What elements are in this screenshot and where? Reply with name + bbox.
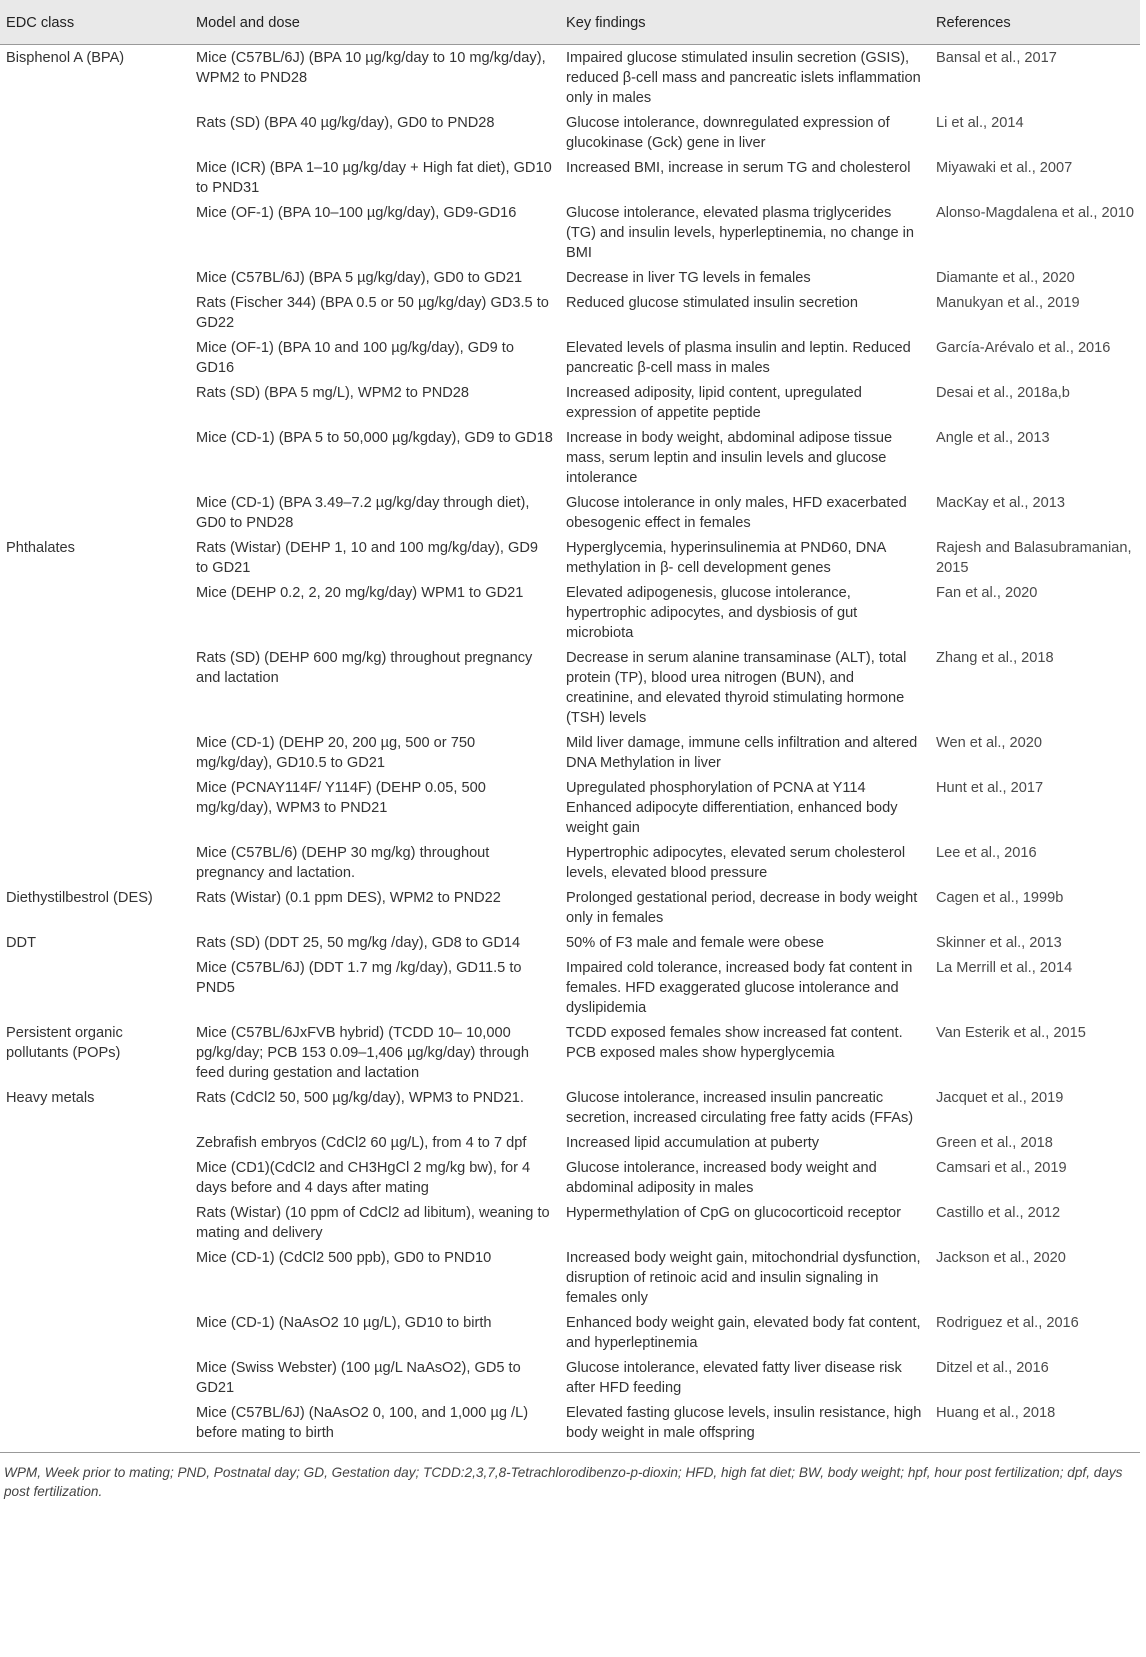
key-findings-cell: Increased body weight gain, mitochondrial dysfunction, disruption of retinoic acid and insulin signaling in females only (566, 1250, 921, 1306)
edc-class-cell (0, 580, 190, 645)
table-row (0, 200, 1140, 265)
model-dose-cell: Rats (SD) (DEHP 600 mg/kg) throughout pregnancy and lactation (196, 650, 533, 686)
table-row (0, 1020, 1140, 1085)
table-row (0, 885, 1140, 930)
table-row (0, 155, 1140, 200)
key-findings-cell: Upregulated phosphorylation of PCNA at Y114 Enhanced adipocyte differentiation, enhanced body weight gain (566, 780, 898, 836)
key-findings-cell: Hypertrophic adipocytes, elevated serum cholesterol levels, elevated blood pressure (566, 845, 906, 881)
reference-cell: Alonso-Magdalena et al., 2010 (936, 205, 1134, 221)
table-row (0, 730, 1140, 775)
table-row (0, 1245, 1140, 1310)
table-row (0, 425, 1140, 490)
reference-cell: Wen et al., 2020 (936, 735, 1043, 751)
edc-class-cell (0, 1200, 190, 1245)
key-findings-cell: Increased adiposity, lipid content, upregulated expression of appetite peptide (566, 385, 862, 421)
key-findings-cell: Glucose intolerance, downregulated expression of glucokinase (Gck) gene in liver (566, 115, 890, 151)
key-findings-cell: Glucose intolerance, increased body weight and abdominal adiposity in males (566, 1160, 877, 1196)
table-footnote: WPM, Week prior to mating; PND, Postnatal day; GD, Gestation day; TCDD:2,3,7,8-Tetrachlorodibenzo-p-dioxin; HFD, high fat diet; BW, body weight; hpf, hour post fertilization; dpf, days post fertilization. (4, 1465, 1123, 1499)
edc-class-cell (0, 200, 190, 265)
table-row (0, 955, 1140, 1020)
reference-cell: Green et al., 2018 (936, 1135, 1053, 1151)
model-dose-cell: Mice (OF-1) (BPA 10 and 100 µg/kg/day), GD9 to GD16 (196, 340, 514, 376)
table-row (0, 1130, 1140, 1155)
reference-cell: Fan et al., 2020 (936, 585, 1038, 601)
model-dose-cell: Mice (C57BL/6J) (NaAsO2 0, 100, and 1,000 µg /L) before mating to birth (190, 1400, 560, 1453)
key-findings-cell: Decrease in liver TG levels in females (566, 270, 811, 286)
table-row (0, 645, 1140, 730)
table-row (0, 580, 1140, 645)
edc-class-cell (0, 1310, 190, 1355)
model-dose-cell: Mice (OF-1) (BPA 10–100 µg/kg/day), GD9-GD16 (196, 205, 517, 221)
edc-class-cell: DDT (6, 935, 36, 951)
reference-cell: Hunt et al., 2017 (936, 780, 1044, 796)
reference-cell: MacKay et al., 2013 (936, 495, 1065, 511)
reference-cell: Lee et al., 2016 (936, 845, 1037, 861)
reference-cell: La Merrill et al., 2014 (936, 960, 1073, 976)
model-dose-cell: Rats (Wistar) (10 ppm of CdCl2 ad libitum), weaning to mating and delivery (196, 1205, 550, 1241)
key-findings-cell: Impaired glucose stimulated insulin secretion (GSIS), reduced β-cell mass and pancreatic islets inflammation only in males (566, 50, 921, 106)
table-row (0, 110, 1140, 155)
table-row (0, 1085, 1140, 1130)
key-findings-cell: Hypermethylation of CpG on glucocorticoid receptor (566, 1205, 902, 1221)
reference-cell: Angle et al., 2013 (936, 430, 1050, 446)
model-dose-cell: Mice (C57BL/6J) (BPA 5 µg/kg/day), GD0 to GD21 (196, 270, 523, 286)
table-row (0, 1400, 1140, 1453)
table-row (0, 535, 1140, 580)
key-findings-cell: 50% of F3 male and female were obese (566, 935, 824, 951)
table-row (0, 930, 1140, 955)
key-findings-cell: Reduced glucose stimulated insulin secretion (566, 295, 859, 311)
edc-class-cell (0, 645, 190, 730)
reference-cell: Zhang et al., 2018 (936, 650, 1054, 666)
header-row (0, 0, 1140, 45)
model-dose-cell: Mice (DEHP 0.2, 2, 20 mg/kg/day) WPM1 to GD21 (196, 585, 524, 601)
edc-class-cell (0, 1130, 190, 1155)
model-dose-cell: Mice (CD-1) (BPA 5 to 50,000 µg/kgday), GD9 to GD18 (196, 430, 553, 446)
table-row (0, 775, 1140, 840)
model-dose-cell: Rats (Wistar) (0.1 ppm DES), WPM2 to PND22 (196, 890, 501, 906)
edc-class-cell (0, 775, 190, 840)
edc-class-cell (0, 840, 190, 885)
table-row (0, 1310, 1140, 1355)
key-findings-cell: Mild liver damage, immune cells infiltration and altered DNA Methylation in liver (566, 735, 918, 771)
table-row (0, 265, 1140, 290)
header-model-dose: Model and dose (190, 0, 560, 45)
key-findings-cell: TCDD exposed females show increased fat content. PCB exposed males show hyperglycemia (566, 1025, 903, 1061)
model-dose-cell: Mice (Swiss Webster) (100 µg/L NaAsO2), GD5 to GD21 (196, 1360, 521, 1396)
key-findings-cell: Glucose intolerance, elevated fatty liver disease risk after HFD feeding (566, 1360, 902, 1396)
edc-class-cell: Bisphenol A (BPA) (6, 50, 125, 66)
edc-class-cell (0, 425, 190, 490)
key-findings-cell: Prolonged gestational period, decrease in body weight only in females (566, 890, 918, 926)
table-body (0, 45, 1140, 1453)
model-dose-cell: Rats (Wistar) (DEHP 1, 10 and 100 mg/kg/day), GD9 to GD21 (196, 540, 538, 576)
model-dose-cell: Rats (SD) (DDT 25, 50 mg/kg /day), GD8 to GD14 (196, 935, 521, 951)
reference-cell: Skinner et al., 2013 (936, 935, 1062, 951)
key-findings-cell: Glucose intolerance, increased insulin pancreatic secretion, increased circulating free fatty acids (FFAs) (566, 1090, 914, 1126)
edc-class-cell: Heavy metals (6, 1090, 95, 1106)
edc-class-cell (0, 290, 190, 335)
model-dose-cell: Mice (C57BL/6JxFVB hybrid) (TCDD 10– 10,000 pg/kg/day; PCB 153 0.09–1,406 µg/kg/day) through feed during gestation and lactation (196, 1025, 529, 1081)
table-row (0, 490, 1140, 535)
table-row (0, 1355, 1140, 1400)
reference-cell: Jackson et al., 2020 (936, 1250, 1066, 1266)
reference-cell: Van Esterik et al., 2015 (936, 1025, 1086, 1041)
key-findings-cell: Glucose intolerance in only males, HFD exacerbated obesogenic effect in females (566, 495, 907, 531)
edc-class-cell (0, 155, 190, 200)
table-row (0, 1200, 1140, 1245)
table-row (0, 380, 1140, 425)
key-findings-cell: Elevated levels of plasma insulin and leptin. Reduced pancreatic β-cell mass in males (566, 340, 911, 376)
table-row (0, 45, 1140, 111)
header-key-findings: Key findings (560, 0, 930, 45)
edc-class-cell (0, 730, 190, 775)
model-dose-cell: Rats (Fischer 344) (BPA 0.5 or 50 µg/kg/day) GD3.5 to GD22 (196, 295, 549, 331)
edc-class-cell (0, 1245, 190, 1310)
model-dose-cell: Mice (ICR) (BPA 1–10 µg/kg/day + High fat diet), GD10 to PND31 (196, 160, 552, 196)
model-dose-cell: Mice (CD-1) (BPA 3.49–7.2 µg/kg/day through diet), GD0 to PND28 (196, 495, 530, 531)
edc-class-cell (0, 335, 190, 380)
reference-cell: Camsari et al., 2019 (936, 1160, 1067, 1176)
model-dose-cell: Mice (CD-1) (NaAsO2 10 µg/L), GD10 to birth (196, 1315, 492, 1331)
reference-cell: Huang et al., 2018 (930, 1400, 1140, 1453)
table-row (0, 1155, 1140, 1200)
header-edc-class: EDC class (0, 0, 190, 45)
edc-class-cell (0, 380, 190, 425)
edc-class-cell (0, 490, 190, 535)
edc-class-cell (0, 1155, 190, 1200)
model-dose-cell: Mice (C57BL/6) (DEHP 30 mg/kg) throughout pregnancy and lactation. (196, 845, 490, 881)
reference-cell: Jacquet et al., 2019 (936, 1090, 1064, 1106)
model-dose-cell: Mice (CD1)(CdCl2 and CH3HgCl 2 mg/kg bw), for 4 days before and 4 days after mating (196, 1160, 531, 1196)
table-header (0, 0, 1140, 45)
reference-cell: Cagen et al., 1999b (936, 890, 1064, 906)
key-findings-cell: Impaired cold tolerance, increased body fat content in females. HFD exaggerated glucose intolerance and dyslipidemia (566, 960, 913, 1016)
reference-cell: Rodriguez et al., 2016 (936, 1315, 1079, 1331)
key-findings-cell: Increase in body weight, abdominal adipose tissue mass, serum leptin and insulin levels and glucose intolerance (566, 430, 893, 486)
table-row (0, 335, 1140, 380)
key-findings-cell: Enhanced body weight gain, elevated body fat content, and hyperleptinemia (566, 1315, 921, 1351)
key-findings-cell: Decrease in serum alanine transaminase (ALT), total protein (TP), blood urea nitrogen (BUN), and creatinine, and elevated thyroid stimulating hormone (TSH) levels (566, 650, 907, 726)
table-row (0, 840, 1140, 885)
edc-class-cell: Diethystilbestrol (DES) (6, 890, 153, 906)
reference-cell: Manukyan et al., 2019 (936, 295, 1080, 311)
reference-cell: Desai et al., 2018a,b (936, 385, 1070, 401)
model-dose-cell: Mice (PCNAY114F/ Y114F) (DEHP 0.05, 500 mg/kg/day), WPM3 to PND21 (196, 780, 486, 816)
model-dose-cell: Mice (C57BL/6J) (BPA 10 µg/kg/day to 10 mg/kg/day), WPM2 to PND28 (196, 50, 546, 86)
model-dose-cell: Zebrafish embryos (CdCl2 60 µg/L), from 4 to 7 dpf (196, 1135, 527, 1151)
edc-class-cell (0, 110, 190, 155)
edc-class-cell (0, 955, 190, 1020)
model-dose-cell: Mice (CD-1) (DEHP 20, 200 µg, 500 or 750 mg/kg/day), GD10.5 to GD21 (196, 735, 476, 771)
reference-cell: Ditzel et al., 2016 (936, 1360, 1049, 1376)
reference-cell: Rajesh and Balasubramanian, 2015 (936, 540, 1132, 576)
key-findings-cell: Increased lipid accumulation at puberty (566, 1135, 820, 1151)
reference-cell: Bansal et al., 2017 (936, 50, 1057, 66)
model-dose-cell: Rats (CdCl2 50, 500 µg/kg/day), WPM3 to PND21. (196, 1090, 524, 1106)
edc-class-cell: Persistent organic pollutants (POPs) (6, 1025, 123, 1061)
edc-class-cell: Phthalates (6, 540, 75, 556)
model-dose-cell: Mice (CD-1) (CdCl2 500 ppb), GD0 to PND10 (196, 1250, 492, 1266)
header-references: References (930, 0, 1140, 45)
reference-cell: Diamante et al., 2020 (936, 270, 1075, 286)
table-row (0, 290, 1140, 335)
model-dose-cell: Mice (C57BL/6J) (DDT 1.7 mg /kg/day), GD11.5 to PND5 (196, 960, 522, 996)
key-findings-cell: Increased BMI, increase in serum TG and cholesterol (566, 160, 911, 176)
edc-class-cell (0, 1400, 190, 1453)
model-dose-cell: Rats (SD) (BPA 40 µg/kg/day), GD0 to PND28 (196, 115, 495, 131)
key-findings-cell: Elevated adipogenesis, glucose intolerance, hypertrophic adipocytes, and dysbiosis of gut microbiota (566, 585, 858, 641)
key-findings-cell: Elevated fasting glucose levels, insulin resistance, high body weight in male offspring (560, 1400, 930, 1453)
reference-cell: García-Arévalo et al., 2016 (936, 340, 1111, 356)
reference-cell: Miyawaki et al., 2007 (936, 160, 1073, 176)
key-findings-cell: Hyperglycemia, hyperinsulinemia at PND60, DNA methylation in β- cell development genes (566, 540, 886, 576)
edc-class-cell (0, 265, 190, 290)
edc-class-cell (0, 1355, 190, 1400)
reference-cell: Li et al., 2014 (936, 115, 1024, 131)
reference-cell: Castillo et al., 2012 (936, 1205, 1061, 1221)
model-dose-cell: Rats (SD) (BPA 5 mg/L), WPM2 to PND28 (196, 385, 470, 401)
key-findings-cell: Glucose intolerance, elevated plasma triglycerides (TG) and insulin levels, hyperleptinemia, no change in BMI (566, 205, 915, 261)
